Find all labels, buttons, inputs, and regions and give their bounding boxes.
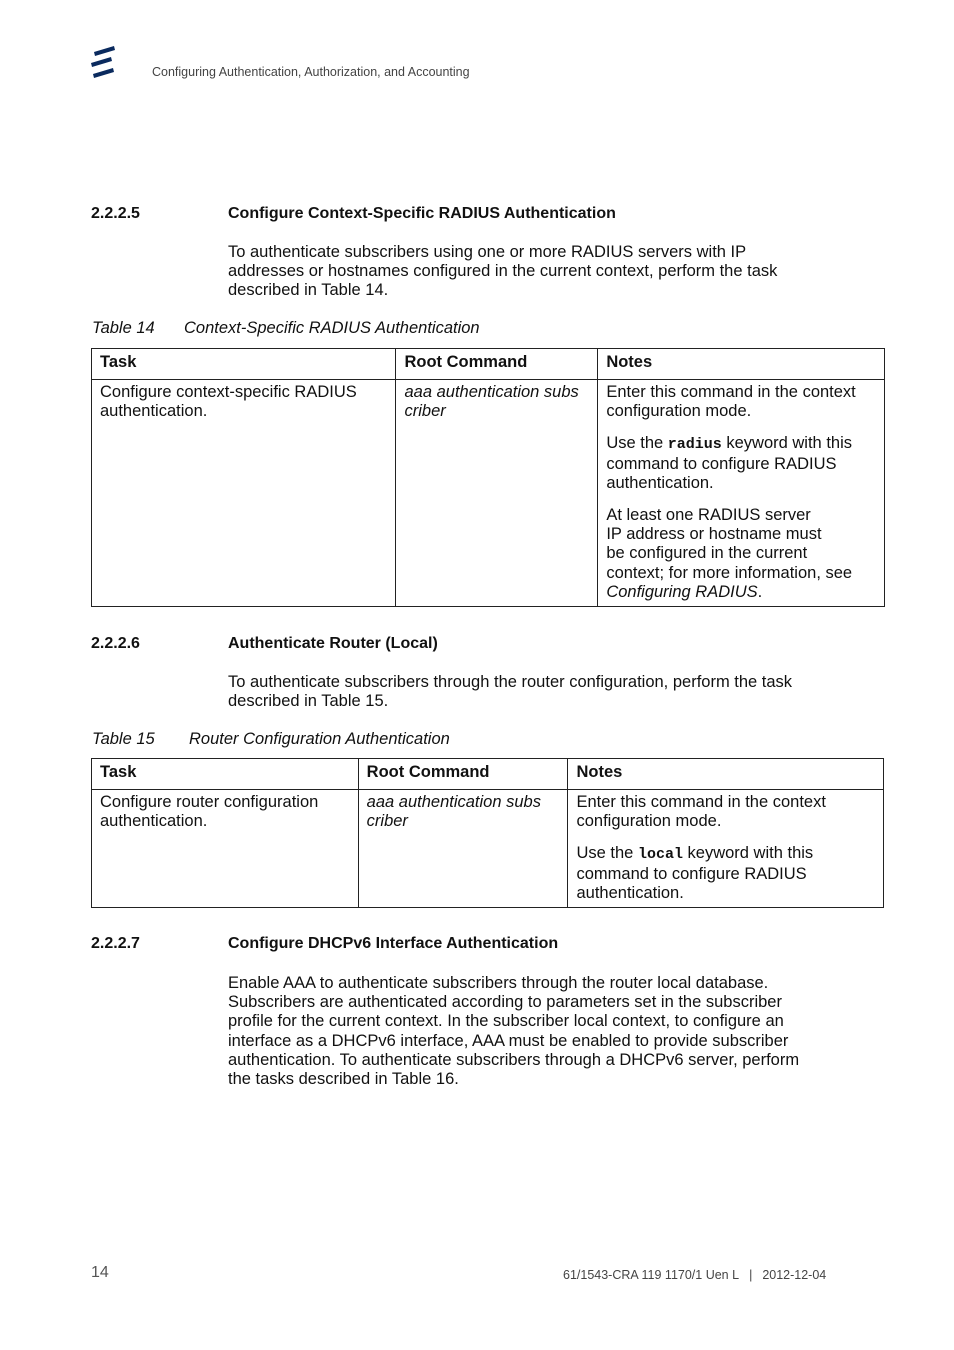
note-paragraph: Use the local keyword with this command to configure RADIUS authentication. — [576, 844, 814, 902]
table-caption-title: Router Configuration Authentication — [189, 730, 450, 748]
section-number: 2.2.2.6 — [91, 635, 140, 652]
table-row — [92, 380, 885, 607]
note-paragraph: Use the radius keyword with this command to configure RADIUS authentication. — [606, 434, 852, 492]
keyword-code: local — [637, 846, 683, 864]
table-caption — [92, 319, 480, 338]
task-cell: Configure context-specific RADIUS authentication. — [92, 380, 396, 607]
table-caption-title: Context-Specific RADIUS Authentication — [184, 319, 480, 337]
task-cell: Configure router configuration authentication. — [92, 790, 359, 908]
notes-cell — [568, 790, 884, 908]
company-logo-icon — [88, 44, 118, 80]
section-number: 2.2.2.7 — [91, 935, 140, 952]
notes-cell — [598, 380, 885, 607]
page-number: 14 — [91, 1264, 109, 1281]
table-caption-label: Table 15 — [92, 730, 155, 748]
running-header: Configuring Authentication, Authorization, and Accounting — [152, 65, 470, 79]
table-14 — [91, 348, 885, 607]
note-paragraph: Enter this command in the context configuration mode. — [576, 793, 826, 831]
keyword-code: radius — [667, 436, 722, 454]
table-header-row — [92, 349, 885, 380]
section-title: Configure Context-Specific RADIUS Authentication — [228, 205, 616, 222]
table-caption-label: Table 14 — [92, 319, 155, 337]
document-id: 61/1543-CRA 119 1170/1 Uen L | 2012-12-04 — [563, 1268, 827, 1282]
header-cell: Root Command — [396, 349, 598, 380]
command-cell: aaa authentication subs criber — [396, 380, 598, 607]
section-paragraph: Enable AAA to authenticate subscribers through the router local database. Subscribers are authenticated according to parameters set in the subscriber profile for the current context. In the subscriber local context, to configure an interface as a DHCPv6 interface, AAA must be enabled to provide subscriber authentication. To authenticate subscribers through a DHCPv6 server, perform the tasks described in Table 16. — [228, 974, 800, 1089]
header-cell: Root Command — [358, 759, 568, 790]
section-title: Authenticate Router (Local) — [228, 635, 438, 652]
note-paragraph: At least one RADIUS server IP address or hostname must be configured in the current context; for more information, see Configuring RADIUS. — [606, 506, 853, 601]
header-cell: Notes — [568, 759, 884, 790]
section-paragraph: To authenticate subscribers using one or more RADIUS servers with IP addresses or hostnames configured in the current context, perform the task described in Table 14. — [228, 243, 778, 300]
cross-reference: Configuring RADIUS — [606, 582, 758, 601]
section-paragraph: To authenticate subscribers through the router configuration, perform the task described in Table 15. — [228, 673, 793, 711]
table-caption — [92, 730, 450, 749]
table-header-row — [92, 759, 884, 790]
header-cell: Task — [92, 349, 396, 380]
note-paragraph: Enter this command in the context configuration mode. — [606, 383, 856, 421]
section-number: 2.2.2.5 — [91, 205, 140, 222]
table-row — [92, 790, 884, 908]
section-title: Configure DHCPv6 Interface Authentication — [228, 935, 559, 952]
command-cell: aaa authentication subs criber — [358, 790, 568, 908]
table-15 — [91, 758, 884, 908]
header-cell: Notes — [598, 349, 885, 380]
header-cell: Task — [92, 759, 359, 790]
